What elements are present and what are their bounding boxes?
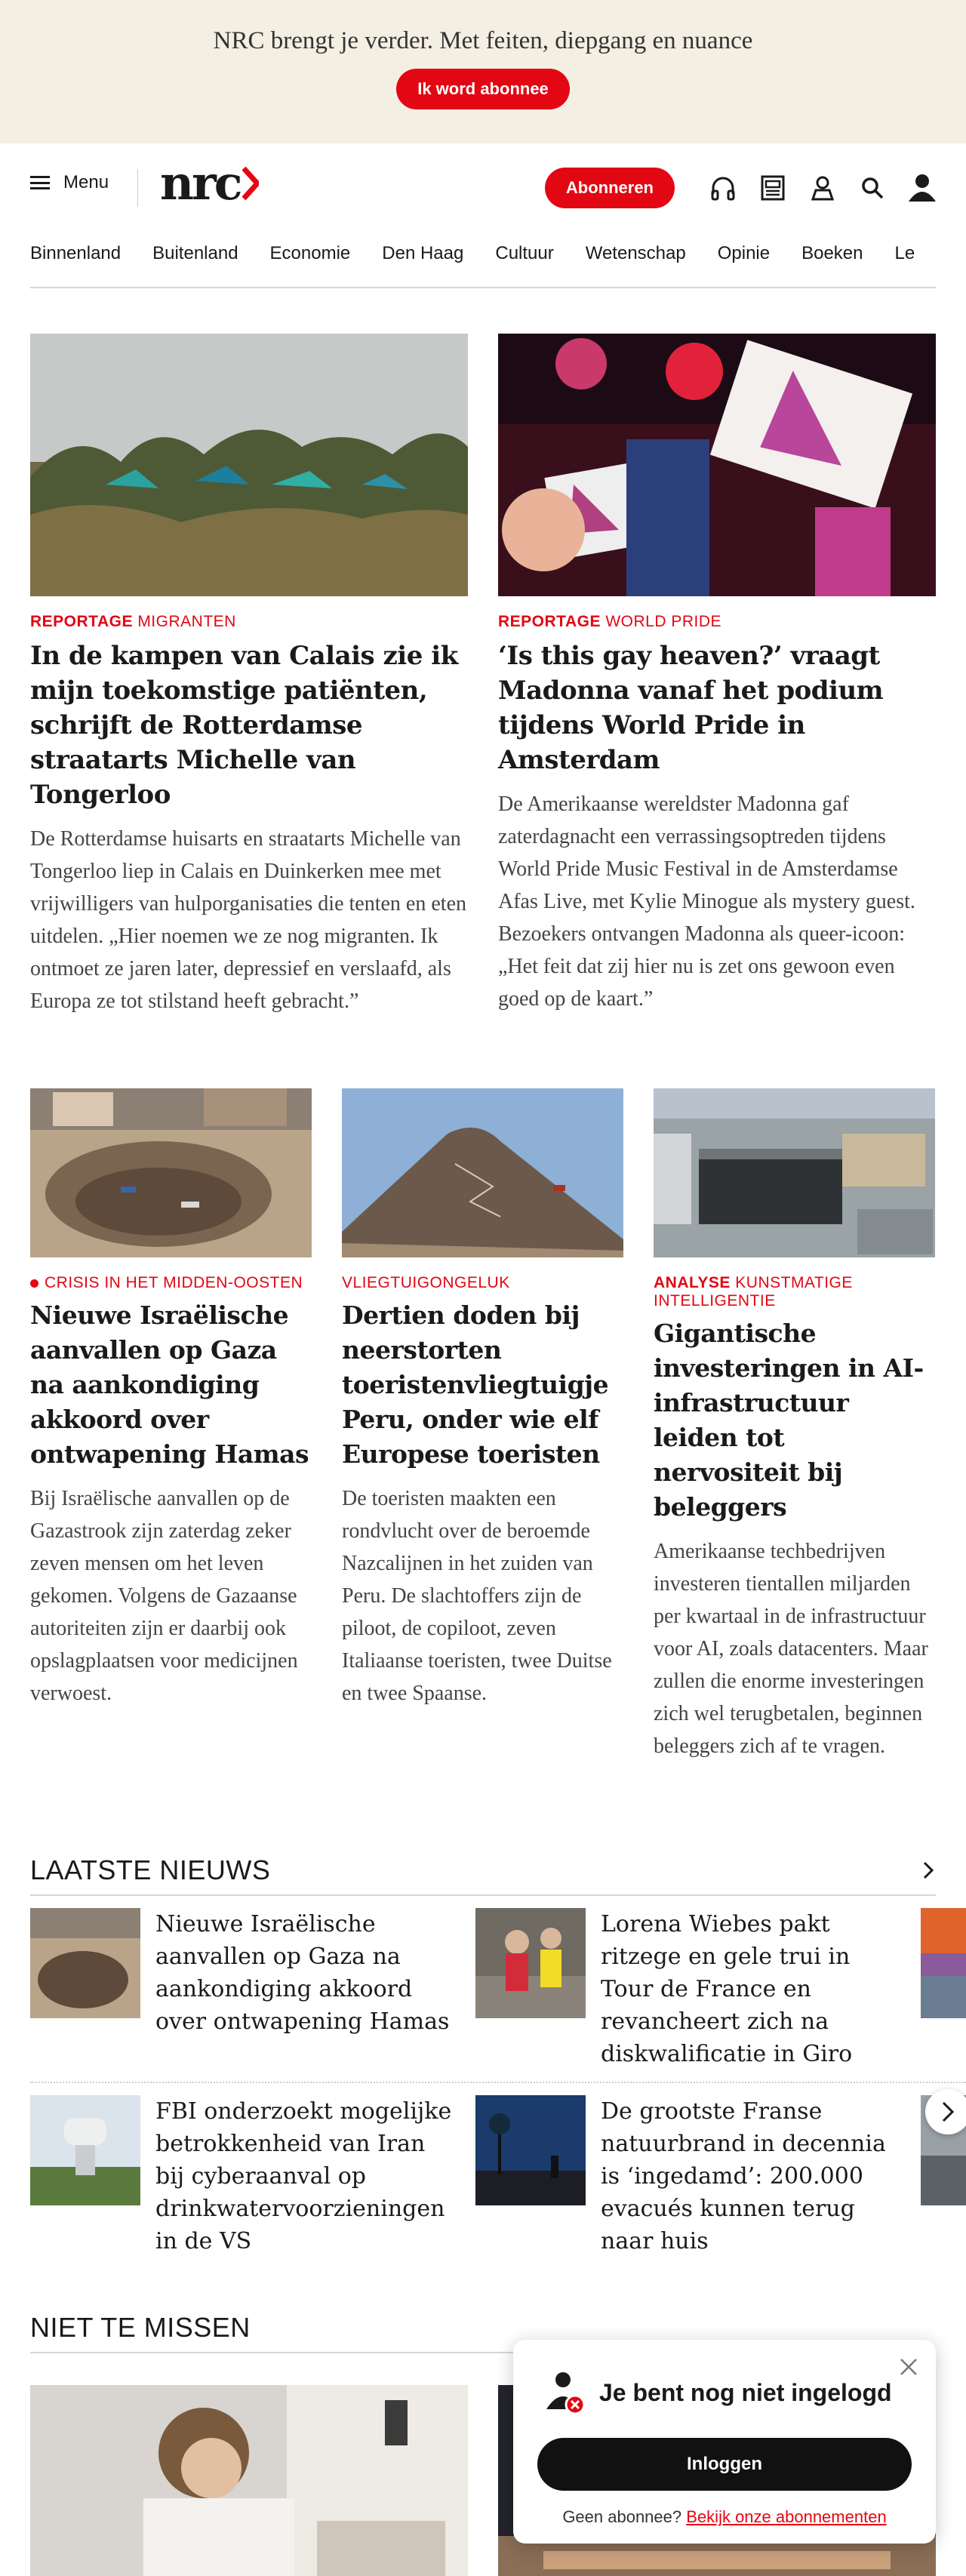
lead-article[interactable] <box>30 334 468 1017</box>
article-image-calais-camp <box>30 334 468 596</box>
article-kicker: ANALYSE KUNSTMATIGE INTELLIGENTIE <box>654 1274 853 1310</box>
menu-button[interactable] <box>30 172 109 193</box>
menu-label: Menu <box>63 172 109 192</box>
article-image-madonna-pride <box>498 334 936 596</box>
list-item-title: De grootste Franse natuurbrand in decennia is ‘ingedamd’: 200.000 evacués kunnen terug naar huis <box>601 2098 886 2254</box>
list-item-title: Lorena Wiebes pakt ritzege en gele trui in Tour de France en revancheert zich na diskwalificatie in Giro <box>601 1911 853 2067</box>
latest-news-list <box>30 1908 966 2258</box>
article-image-girl-phone[interactable] <box>30 2385 468 2576</box>
logo-text: nrc <box>160 155 241 211</box>
promo-text: NRC brengt je verder. Met feiten, diepgang en nuance <box>213 27 753 54</box>
article-card[interactable] <box>342 1088 623 1762</box>
live-dot-icon <box>30 1279 38 1288</box>
nav-item-opinie[interactable]: Opinie <box>717 243 771 263</box>
list-item-title: Nieuwe Israëlische aanvallen op Gaza na aankondiging akkoord over ontwapening Hamas <box>155 1911 450 2035</box>
login-popup <box>513 2340 936 2544</box>
not-to-miss-heading: NIET TE MISSEN <box>30 2312 251 2343</box>
thumbnail-gaza <box>30 1908 140 2018</box>
nav-item-den-haag[interactable]: Den Haag <box>382 243 464 263</box>
search-icon[interactable] <box>857 173 888 203</box>
article-kicker: REPORTAGE MIGRANTEN <box>30 613 236 630</box>
article-summary: De toeristen maakten een rondvlucht over de beroemde Nazcalijnen in het zuiden van Peru. De slachtoffers zijn de piloot, de copiloot, zeven Italiaanse toeristen, twee Duitse en twee Spaanse. <box>342 1487 612 1705</box>
article-title[interactable]: Nieuwe Israëlische aanvallen op Gaza na aankondiging akkoord over ontwapening Hamas <box>30 1300 309 1469</box>
nav-item-economie[interactable]: Economie <box>269 243 351 263</box>
article-summary: De Amerikaanse wereldster Madonna gaf zaterdagnacht een verrassingsoptreden tijdens World Pride Music Festival in de Amsterdamse Afas Live, met Kylie Minogue als mystery guest. Bezoekers ontvangen Madonna als queer-icoon: „Het feit dat zij hier nu is zet ons gewoon even goed op de kaart.” <box>498 792 915 1011</box>
promo-banner <box>0 0 966 143</box>
hamburger-icon <box>30 176 50 189</box>
article-image-nazca-plane <box>342 1088 623 1257</box>
list-item[interactable] <box>475 2095 903 2258</box>
chevron-right-icon <box>940 2101 955 2123</box>
thumbnail-wildfire <box>475 2095 586 2205</box>
article-image-gaza-crater <box>30 1088 312 1257</box>
header-divider <box>137 169 138 207</box>
article-kicker: CRISIS IN HET MIDDEN-OOSTEN <box>30 1274 312 1292</box>
list-item-title: FBI onderzoekt mogelijke betrokkenheid van Iran bij cyberaanval op drinkwatervoorzieningen in de VS <box>155 2098 452 2254</box>
account-icon[interactable] <box>808 173 838 203</box>
nav-item-wetenschap[interactable]: Wetenschap <box>585 243 686 263</box>
login-title: Je bent nog niet ingelogd <box>599 2378 892 2406</box>
carousel-next-button[interactable] <box>925 2089 966 2134</box>
nav-item-cultuur[interactable]: Cultuur <box>495 243 554 263</box>
list-item[interactable] <box>475 1908 903 2082</box>
become-subscriber-button[interactable]: Ik word abonnee <box>396 69 570 109</box>
article-title[interactable]: In de kampen van Calais zie ik mijn toekomstige patiënten, schrijft de Rotterdamse straatarts Michelle van Tongerloo <box>30 641 458 810</box>
thumbnail-watertower <box>30 2095 140 2205</box>
logo-chevron-icon <box>242 167 259 200</box>
article-title[interactable]: Gigantische investeringen in AI-infrastructuur leiden tot nervositeit bij beleggers <box>654 1319 924 1522</box>
article-image-datacenter <box>654 1088 935 1257</box>
headphones-icon[interactable] <box>708 173 738 203</box>
section-nav <box>30 235 936 288</box>
article-card[interactable] <box>654 1088 935 1762</box>
thumbnail-cycling <box>475 1908 586 2018</box>
nav-item-binnenland[interactable]: Binnenland <box>30 243 122 263</box>
nav-item-buitenland[interactable]: Buitenland <box>152 243 238 263</box>
site-header <box>0 143 966 235</box>
article-summary: Amerikaanse techbedrijven investeren tientallen miljarden per kwartaal in de infrastructuur voor AI, zoals datacenters. Maar zullen die enorme investeringen zich wel terugbetalen, beginnen beleggers zich af te vragen. <box>654 1540 928 1758</box>
article-kicker: REPORTAGE WORLD PRIDE <box>498 613 721 630</box>
list-item[interactable] <box>30 2095 457 2258</box>
user-icon[interactable] <box>907 173 937 203</box>
article-title[interactable]: Dertien doden bij neerstorten toeristenvliegtuigje Peru, onder wie elf Europese toeristen <box>342 1300 609 1469</box>
nav-item-boeken[interactable]: Boeken <box>801 243 863 263</box>
chevron-right-icon[interactable] <box>921 1860 936 1881</box>
newspaper-icon[interactable] <box>758 173 788 203</box>
close-icon[interactable] <box>898 2356 919 2377</box>
article-kicker: VLIEGTUIGONGELUK <box>342 1274 510 1291</box>
lead-article[interactable] <box>498 334 936 1017</box>
latest-news-heading: LAATSTE NIEUWS <box>30 1854 271 1885</box>
list-item[interactable] <box>30 1908 457 2082</box>
nav-item-more[interactable]: Le <box>894 243 915 263</box>
article-card[interactable] <box>30 1088 312 1762</box>
login-button[interactable]: Inloggen <box>537 2438 912 2491</box>
subscribe-button[interactable]: Abonneren <box>545 168 675 208</box>
article-summary: Bij Israëlische aanvallen op de Gazastrook zijn zaterdag zeker zeven mensen om het leven gekomen. Volgens de Gazaanse autoriteiten zijn er daarbij ook opslagplaatsen voor medicijnen verwoest. <box>30 1487 298 1705</box>
nrc-logo[interactable] <box>160 155 259 211</box>
article-summary: De Rotterdamse huisarts en straatarts Michelle van Tongerloo liep in Calais en Duinkerken mee met vrijwilligers van hulporganisaties die tenten en eten uitdelen. „Hier noemen we ze nog migranten. Ik ontmoet ze jaren later, depressief en verslaafd, als Europa ze tot stilstand heeft gebracht.” <box>30 827 466 1013</box>
login-footer: Geen abonnee? Bekijk onze abonnementen <box>562 2507 887 2526</box>
view-subscriptions-link[interactable]: Bekijk onze abonnementen <box>686 2507 887 2526</box>
list-item-peek <box>921 1908 966 2018</box>
article-title[interactable]: ‘Is this gay heaven?’ vraagt Madonna vanaf het podium tijdens World Pride in Amsterdam <box>498 641 884 775</box>
latest-news-header[interactable] <box>30 1846 936 1896</box>
user-warning-icon <box>543 2370 586 2415</box>
